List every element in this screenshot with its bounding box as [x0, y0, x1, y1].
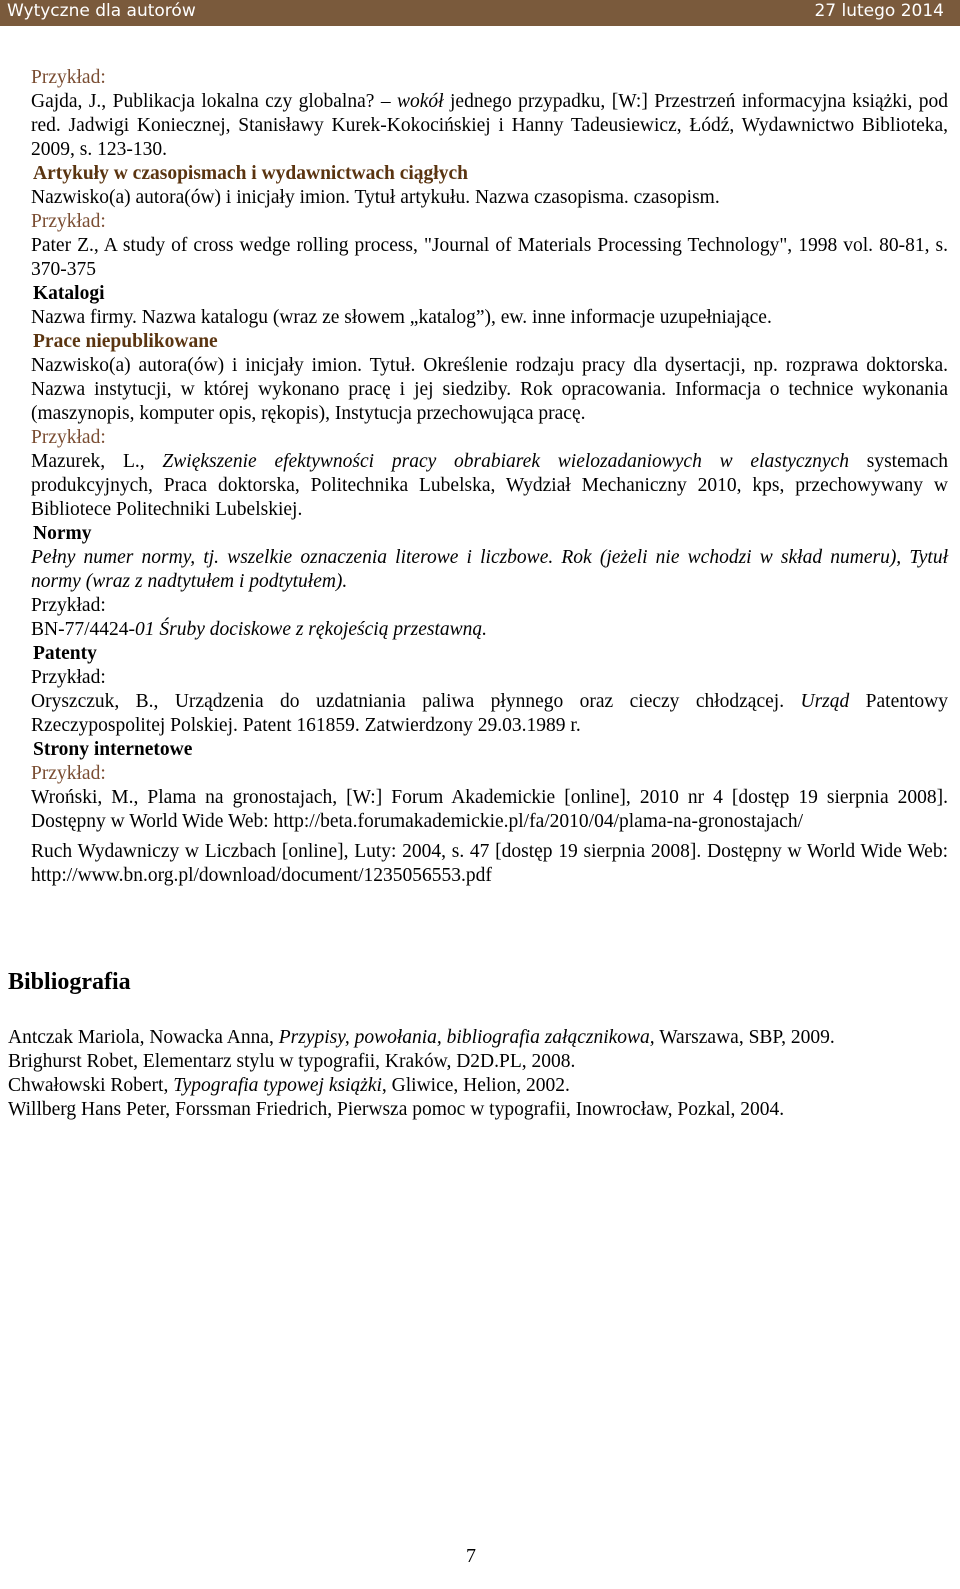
example-label: Przykład: — [31, 211, 106, 232]
standards-format: Pełny numer normy, tj. wszelkie oznaczenia literowe i liczbowe. Rok (jeżeli nie wchodzi w skład numeru), Tytuł normy (wraz z nadtytułem i podtytułem). — [31, 547, 948, 592]
example-label: Przykład: — [31, 667, 106, 688]
page-header — [0, 0, 960, 26]
bibliography-entry: Antczak Mariola, Nowacka Anna, Przypisy, powołania, bibliografia załącznikowa, Warszawa, SBP, 2009. — [8, 1027, 835, 1048]
bibliography-entry: Willberg Hans Peter, Forssman Friedrich, Pierwsza pomoc w typografii, Inowrocław, Pozkal, 2004. — [8, 1099, 785, 1120]
section-heading-unpublished: Prace niepublikowane — [33, 331, 218, 352]
section-heading-websites: Strony internetowe — [33, 739, 193, 760]
example-standard: BN-77/4424-01 Śruby dociskowe z rękojeścią przestawną. — [31, 619, 488, 640]
example-label: Przykład: — [31, 427, 106, 448]
articles-format: Nazwisko(a) autora(ów) i inicjały imion. Tytuł artykułu. Nazwa czasopisma. czasopism. — [31, 187, 720, 208]
bibliography-entry: Chwałowski Robert, Typografia typowej książki, Gliwice, Helion, 2002. — [8, 1075, 570, 1096]
header-title: Wytyczne dla autorów — [7, 1, 196, 21]
section-heading-patents: Patenty — [33, 643, 97, 664]
example-pater: Pater Z., A study of cross wedge rolling process, "Journal of Materials Processing Technology", 1998 vol. 80-81, s. 370-375 — [31, 235, 948, 280]
bibliography-list — [8, 1026, 948, 1122]
bibliography-heading: Bibliografia — [8, 969, 131, 995]
example-label: Przykład: — [31, 67, 106, 88]
example-ruch: Ruch Wydawniczy w Liczbach [online], Luty: 2004, s. 47 [dostęp 19 sierpnia 2008]. Dostępny w World Wide Web: http://www.bn.org.pl/download/document/1235056553.pdf — [31, 841, 948, 886]
page-number: 7 — [466, 1545, 476, 1567]
example-oryszczuk: Oryszczuk, B., Urządzenia do uzdatniania paliwa płynnego oraz cieczy chłodzącej. Urząd Patentowy Rzeczypospolitej Polskiej. Patent 161859. Zatwierdzony 29.03.1989 r. — [31, 691, 949, 736]
example-label: Przykład: — [31, 763, 106, 784]
document-body — [8, 66, 948, 1122]
bibliography-entry: Brighurst Robet, Elementarz stylu w typografii, Kraków, D2D.PL, 2008. — [8, 1051, 576, 1072]
example-wronski: Wroński, M., Plama na gronostajach, [W:] Forum Akademickie [online], 2010 nr 4 [dostęp 19 sierpnia 2008]. Dostępny w World Wide Web: http://beta.forumakademickie.pl/fa/2010/04/plama-na-gronostajach/ — [31, 787, 948, 832]
header-date: 27 lutego 2014 — [814, 1, 944, 21]
section-heading-standards: Normy — [33, 523, 92, 544]
example-mazurek: Mazurek, L., Zwiększenie efektywności pracy obrabiarek wielozadaniowych w elastycznych systemach produkcyjnych, Praca doktorska, Politechnika Lubelska, Wydział Mechaniczny 2010, kps, przechowywany w Bibliotece Politechniki Lubelskiej. — [31, 451, 948, 520]
section-heading-articles: Artykuły w czasopismach i wydawnictwach ciągłych — [33, 163, 468, 184]
unpublished-format: Nazwisko(a) autora(ów) i inicjały imion. Tytuł. Określenie rodzaju pracy dla dysertacji, np. rozprawa doktorska. Nazwa instytucji, w której wykonano pracę i jej siedziby. Rok opracowania. Informacja o technice wykonania (maszynopis, komputer opis, rękopis), Instytucja przechowująca pracę. — [31, 355, 948, 424]
catalogs-format: Nazwa firmy. Nazwa katalogu (wraz ze słowem „katalog”), ew. inne informacje uzupełniające. — [31, 307, 772, 328]
example-label: Przykład: — [31, 595, 106, 616]
example-gajda: Gajda, J., Publikacja lokalna czy globalna? – wokół jednego przypadku, [W:] Przestrzeń informacyjna książki, pod red. Jadwigi Koniecznej, Stanisławy Kurek-Kokocińskiej i Hanny Tadeusiewicz, Łódź, Wydawnictwo Biblioteka, 2009, s. 123-130. — [31, 91, 948, 160]
section-heading-catalogs: Katalogi — [33, 283, 105, 304]
